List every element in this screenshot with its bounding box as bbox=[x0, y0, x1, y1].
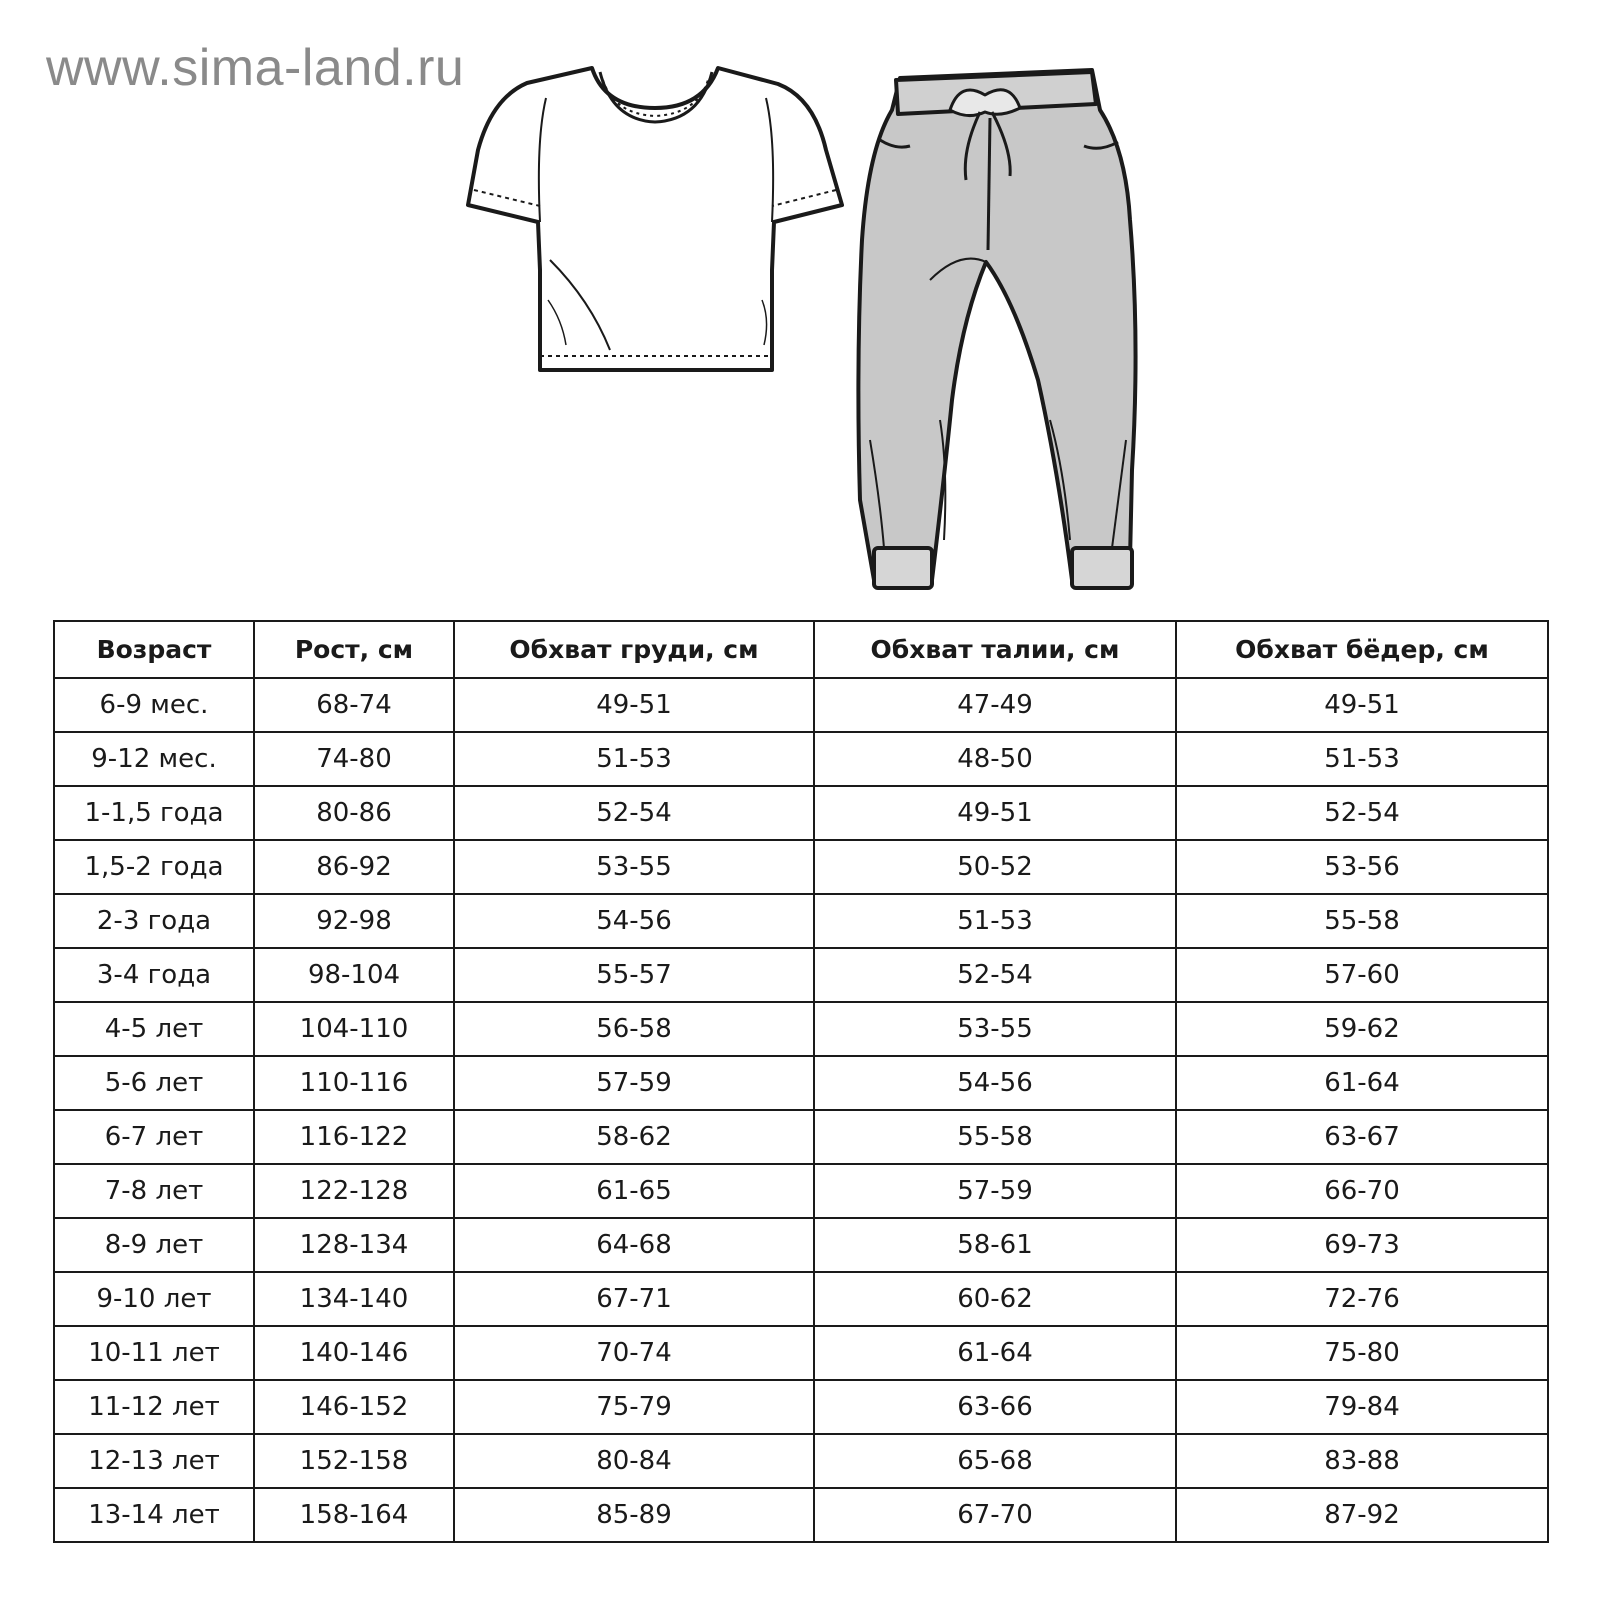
pants-sketch-icon bbox=[858, 70, 1135, 588]
cell-age: 6-7 лет bbox=[54, 1110, 254, 1164]
cell-hips: 72-76 bbox=[1176, 1272, 1548, 1326]
table-row bbox=[54, 1434, 1548, 1488]
cell-waist: 55-58 bbox=[814, 1110, 1176, 1164]
cell-height: 134-140 bbox=[254, 1272, 454, 1326]
header-chest: Обхват груди, см bbox=[454, 621, 814, 678]
table-row bbox=[54, 1002, 1548, 1056]
cell-chest: 85-89 bbox=[454, 1488, 814, 1542]
cell-age: 9-12 мес. bbox=[54, 732, 254, 786]
cell-chest: 61-65 bbox=[454, 1164, 814, 1218]
cell-hips: 52-54 bbox=[1176, 786, 1548, 840]
cell-hips: 83-88 bbox=[1176, 1434, 1548, 1488]
cell-chest: 58-62 bbox=[454, 1110, 814, 1164]
cell-chest: 52-54 bbox=[454, 786, 814, 840]
cell-chest: 54-56 bbox=[454, 894, 814, 948]
cell-height: 80-86 bbox=[254, 786, 454, 840]
cell-height: 74-80 bbox=[254, 732, 454, 786]
cell-waist: 54-56 bbox=[814, 1056, 1176, 1110]
cell-hips: 49-51 bbox=[1176, 678, 1548, 732]
cell-age: 13-14 лет bbox=[54, 1488, 254, 1542]
cell-age: 2-3 года bbox=[54, 894, 254, 948]
cell-age: 4-5 лет bbox=[54, 1002, 254, 1056]
table-header-row bbox=[54, 621, 1548, 678]
cell-age: 6-9 мес. bbox=[54, 678, 254, 732]
cell-waist: 52-54 bbox=[814, 948, 1176, 1002]
cell-height: 146-152 bbox=[254, 1380, 454, 1434]
cell-chest: 70-74 bbox=[454, 1326, 814, 1380]
tshirt-sketch-icon bbox=[468, 68, 842, 370]
cell-waist: 63-66 bbox=[814, 1380, 1176, 1434]
cell-age: 8-9 лет bbox=[54, 1218, 254, 1272]
cell-chest: 75-79 bbox=[454, 1380, 814, 1434]
cell-waist: 67-70 bbox=[814, 1488, 1176, 1542]
table-row bbox=[54, 1326, 1548, 1380]
table-row bbox=[54, 1272, 1548, 1326]
header-waist: Обхват талии, см bbox=[814, 621, 1176, 678]
cell-hips: 51-53 bbox=[1176, 732, 1548, 786]
cell-height: 68-74 bbox=[254, 678, 454, 732]
table-row bbox=[54, 948, 1548, 1002]
cell-chest: 56-58 bbox=[454, 1002, 814, 1056]
table-row bbox=[54, 786, 1548, 840]
header-age: Возраст bbox=[54, 621, 254, 678]
table-row bbox=[54, 732, 1548, 786]
table-row bbox=[54, 1380, 1548, 1434]
cell-chest: 51-53 bbox=[454, 732, 814, 786]
table-row bbox=[54, 1164, 1548, 1218]
cell-height: 116-122 bbox=[254, 1110, 454, 1164]
cell-height: 152-158 bbox=[254, 1434, 454, 1488]
cell-chest: 57-59 bbox=[454, 1056, 814, 1110]
cell-height: 122-128 bbox=[254, 1164, 454, 1218]
header-height: Рост, см bbox=[254, 621, 454, 678]
cell-age: 11-12 лет bbox=[54, 1380, 254, 1434]
cell-waist: 61-64 bbox=[814, 1326, 1176, 1380]
table-row bbox=[54, 1488, 1548, 1542]
cell-waist: 53-55 bbox=[814, 1002, 1176, 1056]
cell-age: 7-8 лет bbox=[54, 1164, 254, 1218]
cell-hips: 69-73 bbox=[1176, 1218, 1548, 1272]
cell-chest: 53-55 bbox=[454, 840, 814, 894]
cell-chest: 64-68 bbox=[454, 1218, 814, 1272]
cell-chest: 67-71 bbox=[454, 1272, 814, 1326]
table-row bbox=[54, 1110, 1548, 1164]
cell-hips: 75-80 bbox=[1176, 1326, 1548, 1380]
cell-hips: 61-64 bbox=[1176, 1056, 1548, 1110]
cell-chest: 55-57 bbox=[454, 948, 814, 1002]
cell-waist: 49-51 bbox=[814, 786, 1176, 840]
cell-chest: 49-51 bbox=[454, 678, 814, 732]
cell-hips: 57-60 bbox=[1176, 948, 1548, 1002]
cell-waist: 47-49 bbox=[814, 678, 1176, 732]
table-row bbox=[54, 1056, 1548, 1110]
cell-height: 98-104 bbox=[254, 948, 454, 1002]
cell-waist: 50-52 bbox=[814, 840, 1176, 894]
cell-age: 10-11 лет bbox=[54, 1326, 254, 1380]
cell-age: 5-6 лет bbox=[54, 1056, 254, 1110]
cell-age: 9-10 лет bbox=[54, 1272, 254, 1326]
site-watermark: www.sima-land.ru bbox=[46, 39, 465, 97]
cell-height: 158-164 bbox=[254, 1488, 454, 1542]
cell-waist: 60-62 bbox=[814, 1272, 1176, 1326]
table-row bbox=[54, 894, 1548, 948]
size-table bbox=[53, 620, 1549, 1543]
clothing-illustration bbox=[0, 0, 1600, 610]
cell-height: 86-92 bbox=[254, 840, 454, 894]
cell-height: 104-110 bbox=[254, 1002, 454, 1056]
cell-hips: 79-84 bbox=[1176, 1380, 1548, 1434]
cell-hips: 59-62 bbox=[1176, 1002, 1548, 1056]
cell-height: 110-116 bbox=[254, 1056, 454, 1110]
cell-age: 1-1,5 года bbox=[54, 786, 254, 840]
cell-hips: 63-67 bbox=[1176, 1110, 1548, 1164]
cell-waist: 58-61 bbox=[814, 1218, 1176, 1272]
cell-age: 1,5-2 года bbox=[54, 840, 254, 894]
cell-height: 140-146 bbox=[254, 1326, 454, 1380]
table-row bbox=[54, 840, 1548, 894]
table-row bbox=[54, 1218, 1548, 1272]
cell-chest: 80-84 bbox=[454, 1434, 814, 1488]
cell-hips: 55-58 bbox=[1176, 894, 1548, 948]
cell-age: 3-4 года bbox=[54, 948, 254, 1002]
cell-age: 12-13 лет bbox=[54, 1434, 254, 1488]
header-hips: Обхват бёдер, см bbox=[1176, 621, 1548, 678]
cell-waist: 65-68 bbox=[814, 1434, 1176, 1488]
cell-height: 128-134 bbox=[254, 1218, 454, 1272]
cell-hips: 87-92 bbox=[1176, 1488, 1548, 1542]
cell-hips: 53-56 bbox=[1176, 840, 1548, 894]
cell-height: 92-98 bbox=[254, 894, 454, 948]
cell-hips: 66-70 bbox=[1176, 1164, 1548, 1218]
cell-waist: 48-50 bbox=[814, 732, 1176, 786]
table-row bbox=[54, 678, 1548, 732]
cell-waist: 51-53 bbox=[814, 894, 1176, 948]
cell-waist: 57-59 bbox=[814, 1164, 1176, 1218]
